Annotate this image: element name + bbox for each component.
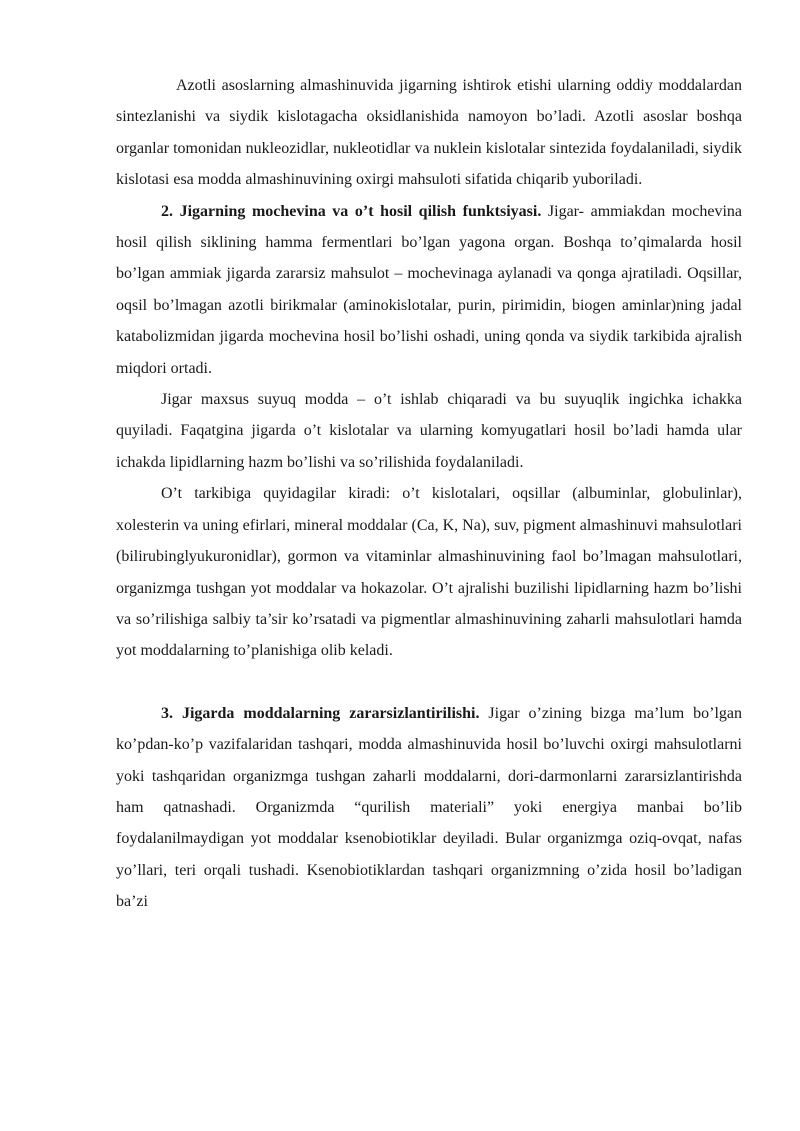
section-heading-3: 3. Jigarda moddalarning zararsizlantirilishi.	[161, 704, 480, 722]
document-page	[116, 70, 742, 918]
section-heading-2: 2. Jigarning mochevina va o’t hosil qilish funktsiyasi.	[161, 202, 542, 220]
paragraph-mochevina	[116, 196, 742, 384]
paragraph-zararsizlantirish	[116, 698, 742, 918]
paragraph-text: Jigar o’zining bizga ma’lum bo’lgan ko’pdan-ko’p vazifalaridan tashqari, modda almashinuvida hosil bo’luvchi oxirgi mahsulotlarni yoki tashqaridan organizmga tushgan zaharli moddalarni, dori-darmonlarni zararsizlantirishda ham qatnashadi. Organizmda “qurilish materiali” yoki energiya manbai bo’lib foydalanilmaydigan yot moddalar ksenobiotiklar deyiladi. Bular organizmga oziq-ovqat, nafas yo’llari, teri orqali tushadi. Ksenobiotiklardan tashqari organizmning o’zida hosil bo’ladigan ba’zi	[116, 704, 743, 911]
paragraph-ot-suyuqlik	[116, 384, 742, 478]
paragraph-azotli-asoslar	[116, 70, 742, 196]
paragraph-ot-tarkibi	[116, 478, 742, 666]
paragraph-text: Azotli asoslarning almashinuvida jigarning ishtirok etishi ularning oddiy moddalardan sintezlanishi va siydik kislotagacha oksidlanishida namoyon bo’ladi. Azotli asoslar boshqa organlar tomonidan nukleozidlar, nukleotidlar va nuklein kislotalar sintezida foydalaniladi, siydik kislotasi esa modda almashinuvining oxirgi mahsuloti sifatida chiqarib yuboriladi.	[116, 77, 742, 189]
paragraph-text: Jigar- ammiakdan mochevina hosil qilish siklining hamma fermentlari bo’lgan yagona organ. Boshqa to’qimalarda hosil bo’lgan ammiak jigarda zararsiz mahsulot – mochevinaga aylanadi va qonga ajratiladi. Oqsillar, oqsil bo’lmagan azotli birikmalar (aminokislotalar, purin, pirimidin, biogen aminlar)ning jadal katabolizmidan jigarda mochevina hosil bo’lishi oshadi, uning qonda va siydik tarkibida ajralish miqdori ortadi.	[116, 202, 742, 377]
paragraph-text: O’t tarkibiga quyidagilar kiradi: o’t kislotalari, oqsillar (albuminlar, globulinlar), xolesterin va uning efirlari, mineral moddalar (Ca, K, Na), suv, pigment almashinuvi mahsulotlari (bilirubinglyukuronidlar), gormon va vitaminlar almashinuvining faol bo’lmagan mahsulotlari, organizmga tushgan yot moddalar va hokazolar. O’t ajralishi buzilishi lipidlarning hazm bo’lishi va so’rilishiga salbiy ta’sir ko’rsatadi va pigmentlar almashinuvining zaharli mahsulotlari hamda yot moddalarning to’planishiga olib keladi.	[116, 485, 742, 660]
paragraph-text: Jigar maxsus suyuq modda – o’t ishlab chiqaradi va bu suyuqlik ingichka ichakka quyiladi. Faqatgina jigarda o’t kislotalar va ularning komyugatlari hosil bo’ladi hamda ular ichakda lipidlarning hazm bo’lishi va so’rilishida foydalaniladi.	[116, 391, 742, 471]
